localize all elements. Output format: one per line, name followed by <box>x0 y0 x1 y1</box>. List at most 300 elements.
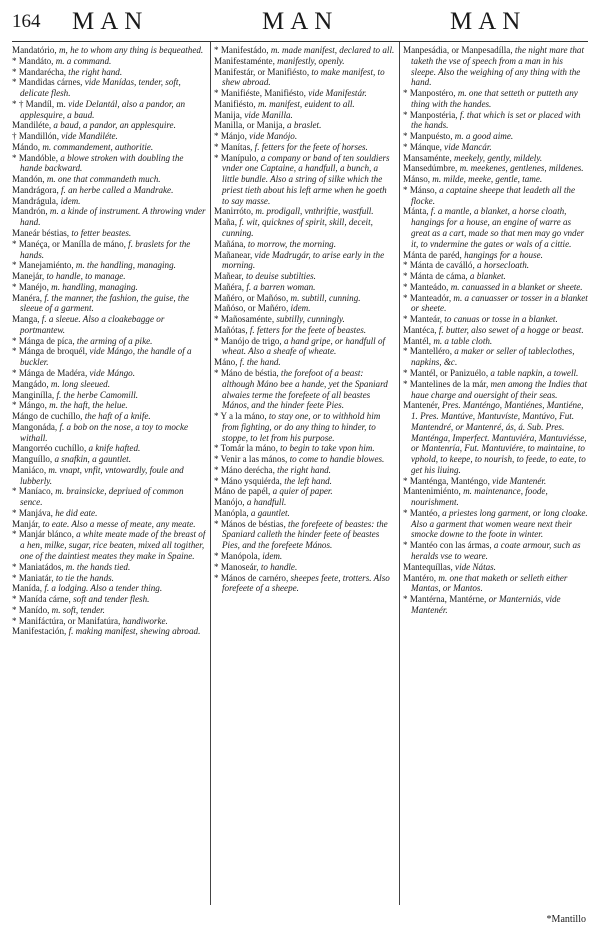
dictionary-entry <box>403 508 589 540</box>
entry-headword: * Mángo, <box>12 400 47 411</box>
entry-headword: * Máno ysquiérda, <box>214 475 282 486</box>
header-rule <box>12 41 588 42</box>
entry-headword: * Manéça, or Manílla de máno, <box>12 238 126 249</box>
running-headword-left: MAN <box>72 8 149 35</box>
entry-headword: Mañanear, <box>214 249 253 260</box>
entry-definition: m. a good aime. <box>452 131 514 142</box>
entry-headword: Maneár béstias, <box>12 228 70 239</box>
entry-headword: * Mantéo, <box>403 507 440 518</box>
entry-definition: f. the herbe Camomill. <box>54 389 139 400</box>
entry-definition: m. one that commandeth much. <box>44 174 161 185</box>
entry-headword: * Manteadór, <box>403 292 452 303</box>
dictionary-entry <box>12 282 206 293</box>
entry-headword: * Máno deréchа, <box>214 464 275 475</box>
dictionary-entry <box>12 529 206 561</box>
entry-headword: Mánta de paréd, <box>403 249 462 260</box>
dictionary-entry <box>12 185 206 196</box>
entry-definition: vide Mandiléte. <box>58 131 118 142</box>
dictionary-entry <box>214 110 396 121</box>
entry-definition: m. soft, tender. <box>49 604 105 615</box>
entry-headword: Manilla, or Manija, <box>214 120 285 131</box>
entry-definition: he did eate. <box>52 507 98 518</box>
dictionary-entry <box>214 573 396 595</box>
entry-definition: to morrow, the morning. <box>245 238 336 249</box>
entry-definition: manifestly, openly. <box>274 55 345 66</box>
entry-definition: f. a lodging. Also a tender thing. <box>42 583 163 594</box>
dictionary-entry <box>12 77 206 99</box>
dictionary-entry <box>12 293 206 315</box>
dictionary-entry <box>12 400 206 411</box>
dictionary-entry <box>214 56 396 67</box>
entry-headword: * Manjáva, <box>12 507 53 518</box>
entry-definition: m. a canuasser or tosser in a blanket or sheete. <box>411 292 588 314</box>
entry-definition: m. the hands tied. <box>63 561 131 572</box>
entry-headword: Manójo, <box>214 497 245 508</box>
page-header <box>12 8 588 40</box>
entry-definition: to make manifest, to shew abroad. <box>222 66 385 88</box>
dictionary-entry <box>214 239 396 250</box>
entry-headword: Mánso, <box>403 174 431 185</box>
entry-definition: f. the manner, the fashion, the guise, the sleeue of a garment. <box>20 292 190 314</box>
dictionary-entry <box>403 486 589 508</box>
entry-headword: * Manejamiénto, <box>12 260 74 271</box>
entry-definition: meekely, gently, mildely. <box>451 152 543 163</box>
entry-headword: * Mánta de cáma, <box>403 271 468 282</box>
dictionary-entry <box>403 336 589 347</box>
entry-headword: Manija, <box>214 109 243 120</box>
dictionary-entry <box>214 88 396 99</box>
entry-headword: Manga, <box>12 314 40 325</box>
dictionary-entry <box>12 486 206 508</box>
entry-headword: Mangádo, <box>12 378 49 389</box>
dictionary-entry <box>12 314 206 336</box>
dictionary-entry <box>403 260 589 271</box>
entry-headword: Mángo de cuchíllo, <box>12 411 83 422</box>
entry-headword: Mandrágora, <box>12 184 59 195</box>
entry-headword: Mantél, <box>403 335 432 346</box>
entry-headword: * Manpostéria, <box>403 109 458 120</box>
dictionary-entry <box>12 422 206 444</box>
entry-headword: * Manítas, <box>214 141 253 152</box>
entry-definition: m. meekenes, gentlenes, mildenes. <box>457 163 584 174</box>
entry-definition: f. an herbe called a Mandrake. <box>58 184 174 195</box>
entry-definition: a captaine sheepe that leadeth all the flocke. <box>411 184 575 206</box>
dictionary-entry <box>214 465 396 476</box>
entry-definition: idem. <box>259 550 283 561</box>
entry-definition: a table napkin, a towell. <box>488 367 579 378</box>
entry-headword: Mándo, <box>12 141 41 152</box>
entry-definition: m. milde, meeke, gentle, tame. <box>430 174 543 185</box>
dictionary-entry <box>403 594 589 616</box>
entry-definition: the right hand. <box>66 66 123 77</box>
entry-definition: m. manifest, euident to all. <box>255 98 355 109</box>
dictionary-entry <box>12 594 206 605</box>
dictionary-entry <box>214 120 396 131</box>
entry-definition: vide Madrugár, to arise early in the morning. <box>222 249 385 271</box>
entry-definition: hangings for a house. <box>461 249 543 260</box>
entry-definition: to deuise subtilties. <box>243 271 316 282</box>
dictionary-entry <box>12 573 206 584</box>
dictionary-entry <box>403 346 589 368</box>
entry-headword: Manginílla, <box>12 389 55 400</box>
entry-definition: m. vnapt, vnfit, vntowardly, foule and lubberly. <box>20 464 184 486</box>
entry-headword: * Manéjo, <box>12 281 49 292</box>
dictionary-entry <box>12 67 206 78</box>
dictionary-entry <box>214 476 396 487</box>
entry-definition: a blowe stroken with doubling the hande backward. <box>20 152 184 174</box>
dictionary-entry <box>214 519 396 551</box>
entry-headword: * Maniatádos, <box>12 561 64 572</box>
dictionary-entry <box>12 562 206 573</box>
entry-headword: Manifestár, or Manifiésto, <box>214 66 310 77</box>
page-number: 164 <box>12 11 41 32</box>
entry-definition: to stay one, or to withhold him from fighting, or do any thing to hinder, to stoppe, to let from his purpose. <box>222 411 381 443</box>
dictionary-entry <box>12 508 206 519</box>
dictionary-entry <box>12 346 206 368</box>
entry-definition: vide Manídas, tender, soft, delicate flesh. <box>20 77 181 99</box>
entry-headword: Manifiésto, <box>214 98 256 109</box>
dictionary-entry <box>12 454 206 465</box>
entry-definition: subtilly, cunningly. <box>274 314 345 325</box>
entry-definition: a handfull. <box>244 497 287 508</box>
entry-definition: the arming of a pike. <box>74 335 153 346</box>
dictionary-entry <box>403 325 589 336</box>
entry-headword: Mangonáda, <box>12 421 58 432</box>
entry-definition: a quier of paper. <box>270 486 333 497</box>
entry-headword: * Tomár la máno, <box>214 443 278 454</box>
dictionary-entry <box>12 228 206 239</box>
column-divider-2 <box>399 42 400 905</box>
entry-headword: * Manído, <box>12 604 50 615</box>
entry-definition: m. made manifest, declared to all. <box>268 45 395 55</box>
entry-definition: to tie the hands. <box>53 572 114 583</box>
dictionary-entry <box>403 45 589 88</box>
entry-headword: Maniáco, <box>12 464 47 475</box>
entry-headword: Manifestación, <box>12 626 67 637</box>
dictionary-entry <box>403 562 589 573</box>
entry-definition: the haft of a knife. <box>82 411 151 422</box>
entry-headword: * Manjár blánco, <box>12 529 74 540</box>
entry-headword: * Manténga, Manténgo, <box>403 475 490 486</box>
dictionary-entry <box>12 174 206 185</box>
dictionary-entry <box>214 303 396 314</box>
dictionary-entry <box>12 465 206 487</box>
entry-headword: * Manpostéro, <box>403 88 456 99</box>
entry-definition: m. a command. <box>53 55 112 66</box>
entry-definition: a braslet. <box>284 120 322 131</box>
entry-headword: Mañóso, or Mañéro, <box>214 303 289 314</box>
entry-headword: Mandón, <box>12 174 45 185</box>
dictionary-entry <box>403 271 589 282</box>
entry-definition: f. a barren woman. <box>244 281 316 292</box>
entry-headword: Mansedúmbre, <box>403 163 458 174</box>
entry-headword: * Mandáto, <box>12 55 54 66</box>
entry-definition: vide Manilla. <box>242 109 293 120</box>
entry-definition: to begin to take vpon him. <box>277 443 375 454</box>
entry-definition: vide Manójo. <box>246 131 298 142</box>
entry-definition: a knife hafted. <box>86 443 141 454</box>
entry-definition: a priestes long garment, or long cloake. Also a garment that women weare next their smocke downe to the foote in winter. <box>411 507 588 540</box>
entry-headword: * Mandóble, <box>12 152 58 163</box>
dictionary-entry <box>403 250 589 261</box>
dictionary-entry <box>12 120 206 131</box>
entry-headword: * Manifáctúra, or Manifatúra, <box>12 615 121 626</box>
entry-definition: vide Mantenér. <box>489 475 547 486</box>
entry-headword: * Maníaco, <box>12 486 53 497</box>
column-middle <box>214 45 396 905</box>
dictionary-entry <box>403 206 589 249</box>
entry-definition: m. one that maketh or selleth either Mantas, or Mantos. <box>411 572 568 594</box>
entry-definition: a gauntlet. <box>248 507 290 518</box>
entry-headword: Mantéca, <box>403 324 437 335</box>
entry-definition: f. fetters for the feete of horses. <box>252 141 368 152</box>
entry-headword: * Máno de béstia, <box>214 367 279 378</box>
dictionary-entry <box>214 454 396 465</box>
dictionary-entry <box>12 260 206 271</box>
entry-headword: Mantenimiénto, <box>403 486 461 497</box>
entry-headword: Mantequíllas, <box>403 561 453 572</box>
entry-headword: * Manójo de trigo, <box>214 335 282 346</box>
dictionary-entry <box>403 174 589 185</box>
dictionary-entry <box>12 271 206 282</box>
entry-definition: f. making manifest, shewing abroad. <box>66 626 201 637</box>
entry-headword: * Mandarécha, <box>12 66 67 77</box>
entry-headword: Maña, <box>214 217 237 228</box>
dictionary-entry <box>214 250 396 272</box>
entry-definition: f. a sleeue. Also a cloakebagge or portmantew. <box>20 314 165 335</box>
entry-headword: * Mánque, <box>403 141 442 152</box>
entry-headword: * Mantelléro, <box>403 346 452 357</box>
entry-definition: the forefeete of beastes: the Spaniard calleth the hinder feete of beastes Pies, and the forefeete Mános. <box>222 518 388 551</box>
entry-headword: Manópla, <box>214 507 249 518</box>
dictionary-entry <box>214 67 396 89</box>
dictionary-entry <box>12 379 206 390</box>
dictionary-entry <box>12 390 206 401</box>
entry-definition: the forefoot of a beast: although Máno bee a hande, yet the Spaniard alwaies terme the forefeete of all beastes Mános, and the hinder feete Pies. <box>222 367 388 411</box>
entry-headword: * Manoseár, <box>214 561 259 572</box>
entry-definition: m. the haft, the helue. <box>46 400 128 411</box>
entry-definition: vide Mángo, the handle of a buckler. <box>20 346 192 368</box>
entry-definition: handiworke. <box>120 615 168 626</box>
entry-definition: f. a mantle, a blanket, a horse cloath, hangings for a house, an engine of warre as great as a cart, made so that men may go vnder it, to vndermine the gates or wals of a cittie. <box>411 206 585 249</box>
entry-headword: Manirróto, <box>214 206 254 217</box>
dictionary-entry <box>214 271 396 282</box>
entry-headword: * Manteár, <box>403 314 443 325</box>
entry-headword: Mantenér, <box>403 400 440 411</box>
dictionary-entry <box>403 379 589 401</box>
dictionary-entry <box>12 605 206 616</box>
entry-headword: * Mánta de caválló, <box>403 260 475 271</box>
dictionary-entry <box>214 497 396 508</box>
entry-definition: f. fetters for the feete of beastes. <box>247 324 367 335</box>
entry-definition: the left hand. <box>281 475 332 486</box>
entry-headword: * Maniatár, <box>12 572 54 583</box>
entry-definition: f. the hand. <box>237 357 281 368</box>
entry-headword: Manéra, <box>12 292 43 303</box>
entry-headword: * Manída cárne, <box>12 594 71 605</box>
dictionary-entry <box>214 357 396 368</box>
entry-headword: * Mánga de píca, <box>12 335 75 346</box>
dictionary-entry <box>214 282 396 293</box>
dictionary-entry <box>12 99 206 121</box>
dictionary-entry <box>214 314 396 325</box>
dictionary-entry <box>214 131 396 142</box>
dictionary-entry <box>12 368 206 379</box>
entry-headword: * Mantél, or Panizuélo, <box>403 367 489 378</box>
dictionary-entry <box>12 443 206 454</box>
entry-definition: vide Mancár. <box>441 141 492 152</box>
entry-definition: m. maintenance, foode, nourishment. <box>411 486 548 508</box>
dictionary-entry <box>403 476 589 487</box>
dictionary-entry <box>12 153 206 175</box>
column-left <box>12 45 206 905</box>
entry-definition: m. brainsicke, depriued of common sence. <box>20 486 184 508</box>
entry-definition: men among the Indies that haue charge and ouersight of their seas. <box>411 378 588 400</box>
entry-definition: vide Mángo. <box>87 367 135 378</box>
dictionary-entry <box>12 583 206 594</box>
entry-headword: * Mánso, <box>403 184 437 195</box>
entry-definition: a hand gripe, or handfull of wheat. Also a sheafe of wheate. <box>222 335 386 357</box>
dictionary-entry <box>403 163 589 174</box>
dictionary-entry <box>12 56 206 67</box>
entry-definition: soft and tender flesh. <box>70 594 150 605</box>
dictionary-entry <box>403 540 589 562</box>
dictionary-entry <box>214 99 396 110</box>
entry-definition: m. one that setteth or putteth any thing with the handes. <box>411 88 578 109</box>
entry-headword: Mañear, <box>214 271 244 282</box>
entry-headword: * Mános de béstias, <box>214 518 286 529</box>
dictionary-entry <box>214 562 396 573</box>
entry-definition: to eate. Also a messe of meate, any meate. <box>40 518 196 529</box>
dictionary-entry <box>403 185 589 207</box>
entry-definition: a company or band of ten souldiers vnder one Captaine, a handfull, a bunch, a little bundle. Also a string of silke which the priest tieth about his left arme when he goeth to say masse. <box>222 152 390 206</box>
entry-definition: f. a bob on the nose, a toy to mocke withall. <box>20 421 189 443</box>
entry-headword: * Mános de carnéro, <box>214 572 289 583</box>
entry-headword: Manída, <box>12 583 43 594</box>
entry-definition: to fetter beastes. <box>69 228 132 239</box>
dictionary-entry <box>214 336 396 358</box>
dictionary-entry <box>403 131 589 142</box>
dictionary-entry <box>214 508 396 519</box>
dictionary-entry <box>214 293 396 304</box>
entry-headword: * Mánga de Madéra, <box>12 367 88 378</box>
entry-headword: * Venir a las mános, <box>214 454 288 465</box>
dictionary-entry <box>403 314 589 325</box>
dictionary-entry <box>214 206 396 217</box>
dictionary-entry <box>403 368 589 379</box>
entry-headword: * Manpuésto, <box>403 131 453 142</box>
dictionary-entry <box>403 110 589 132</box>
entry-definition: m. prodigall, vnthriftie, wastfull. <box>253 206 374 217</box>
column-right <box>403 45 589 905</box>
entry-headword: Mandiléte, <box>12 120 52 131</box>
dictionary-entry <box>12 239 206 261</box>
entry-headword: * Mañosaménte, <box>214 314 275 325</box>
dictionary-entry <box>12 206 206 228</box>
entry-headword: * † Mandíl, m. <box>12 98 66 109</box>
entry-headword: * Mantérna, Mantérne, <box>403 594 487 605</box>
entry-headword: * Mantelines de la már, <box>403 378 489 389</box>
dictionary-entry <box>214 443 396 454</box>
entry-headword: Mandrágula, <box>12 195 59 206</box>
entry-headword: * Mantéo con las ármas, <box>403 540 492 551</box>
dictionary-entry <box>403 400 589 475</box>
dictionary-entry <box>12 616 206 627</box>
dictionary-entry <box>403 573 589 595</box>
entry-definition: the right hand. <box>274 464 331 475</box>
entry-definition: idem. <box>288 303 311 314</box>
entry-headword: Manifestaménte, <box>214 55 275 66</box>
entry-definition: a baud, a pandor, an applesquire. <box>51 120 176 131</box>
entry-headword: * Mánga de broquél, <box>12 346 88 357</box>
dictionary-entry <box>12 626 206 637</box>
entry-definition: a snafkin, a gauntlet. <box>52 454 131 465</box>
entry-headword: Mangorréo cuchíllo, <box>12 443 87 454</box>
entry-definition: or Manterniás, vide Mantenér. <box>411 594 561 615</box>
running-headword-center: MAN <box>262 8 339 35</box>
dictionary-entry <box>214 217 396 239</box>
entry-headword: Manjár, <box>12 518 41 529</box>
dictionary-entry <box>214 142 396 153</box>
entry-definition: vide Manifestár. <box>305 88 367 99</box>
dictionary-entry <box>214 551 396 562</box>
entry-headword: Máno, <box>214 357 238 368</box>
dictionary-entry <box>12 142 206 153</box>
entry-definition: m. commandement, authoritie. <box>40 141 154 152</box>
entry-headword: * Manípulo, <box>214 152 259 163</box>
entry-headword: * Mánjo, <box>214 131 247 142</box>
entry-definition: a horsecloath. <box>474 260 530 271</box>
entry-definition: f. butter, also sewet of a hogge or beast. <box>436 324 584 335</box>
entry-headword: Mañéro, or Mañóso, <box>214 292 289 303</box>
entry-definition: a coate armour, such as heralds vse to weare. <box>411 540 581 561</box>
entry-headword: * Manteádo, <box>403 281 449 292</box>
dictionary-entry <box>12 411 206 422</box>
entry-definition: vide Delantál, also a pandor, an applesquire, a baud. <box>20 98 186 120</box>
entry-definition: m, he to whom any thing is bequeathed. <box>56 45 204 55</box>
dictionary-entry <box>403 282 589 293</box>
dictionary-entry <box>12 519 206 530</box>
column-divider-1 <box>210 42 211 905</box>
dictionary-entry <box>214 368 396 411</box>
dictionary-entry <box>214 325 396 336</box>
entry-definition: idem. <box>58 195 81 206</box>
entry-headword: * Manifiéste, Manifiésto, <box>214 88 306 99</box>
entry-headword: Mandrón, <box>12 206 48 217</box>
dictionary-entry <box>12 196 206 207</box>
catchword: *Mantillo <box>546 914 586 925</box>
entry-headword: Manguíllo, <box>12 454 53 465</box>
entry-headword: Manpesádia, or Manpesadílla, <box>403 45 513 55</box>
entry-definition: m. canuassed in a blanket or sheete. <box>448 281 583 292</box>
dictionary-entry <box>12 336 206 347</box>
dictionary-entry <box>214 486 396 497</box>
entry-headword: * Y a la máno, <box>214 411 267 422</box>
entry-headword: Mañéra, <box>214 281 245 292</box>
entry-definition: f. wit, quicknes of spirit, skill, deceit, cunning. <box>222 217 373 239</box>
entry-definition: f. braslets for the hands. <box>20 238 191 260</box>
entry-headword: Manejár, <box>12 271 45 282</box>
entry-definition: m. long sleeued. <box>48 378 110 389</box>
entry-definition: sheepes feete, trotters. Also forefeete of a sheepe. <box>222 572 390 594</box>
dictionary-entry <box>214 411 396 443</box>
entry-headword: † Mandillón, <box>12 131 59 142</box>
entry-headword: Mandatório, <box>12 45 57 55</box>
entry-definition: m. handling, managing. <box>48 281 138 292</box>
entry-definition: a blanket. <box>467 271 506 282</box>
entry-definition: m. a kinde of instrument. A throwing vnder hand. <box>20 206 206 228</box>
entry-headword: Mánta, <box>403 206 429 217</box>
